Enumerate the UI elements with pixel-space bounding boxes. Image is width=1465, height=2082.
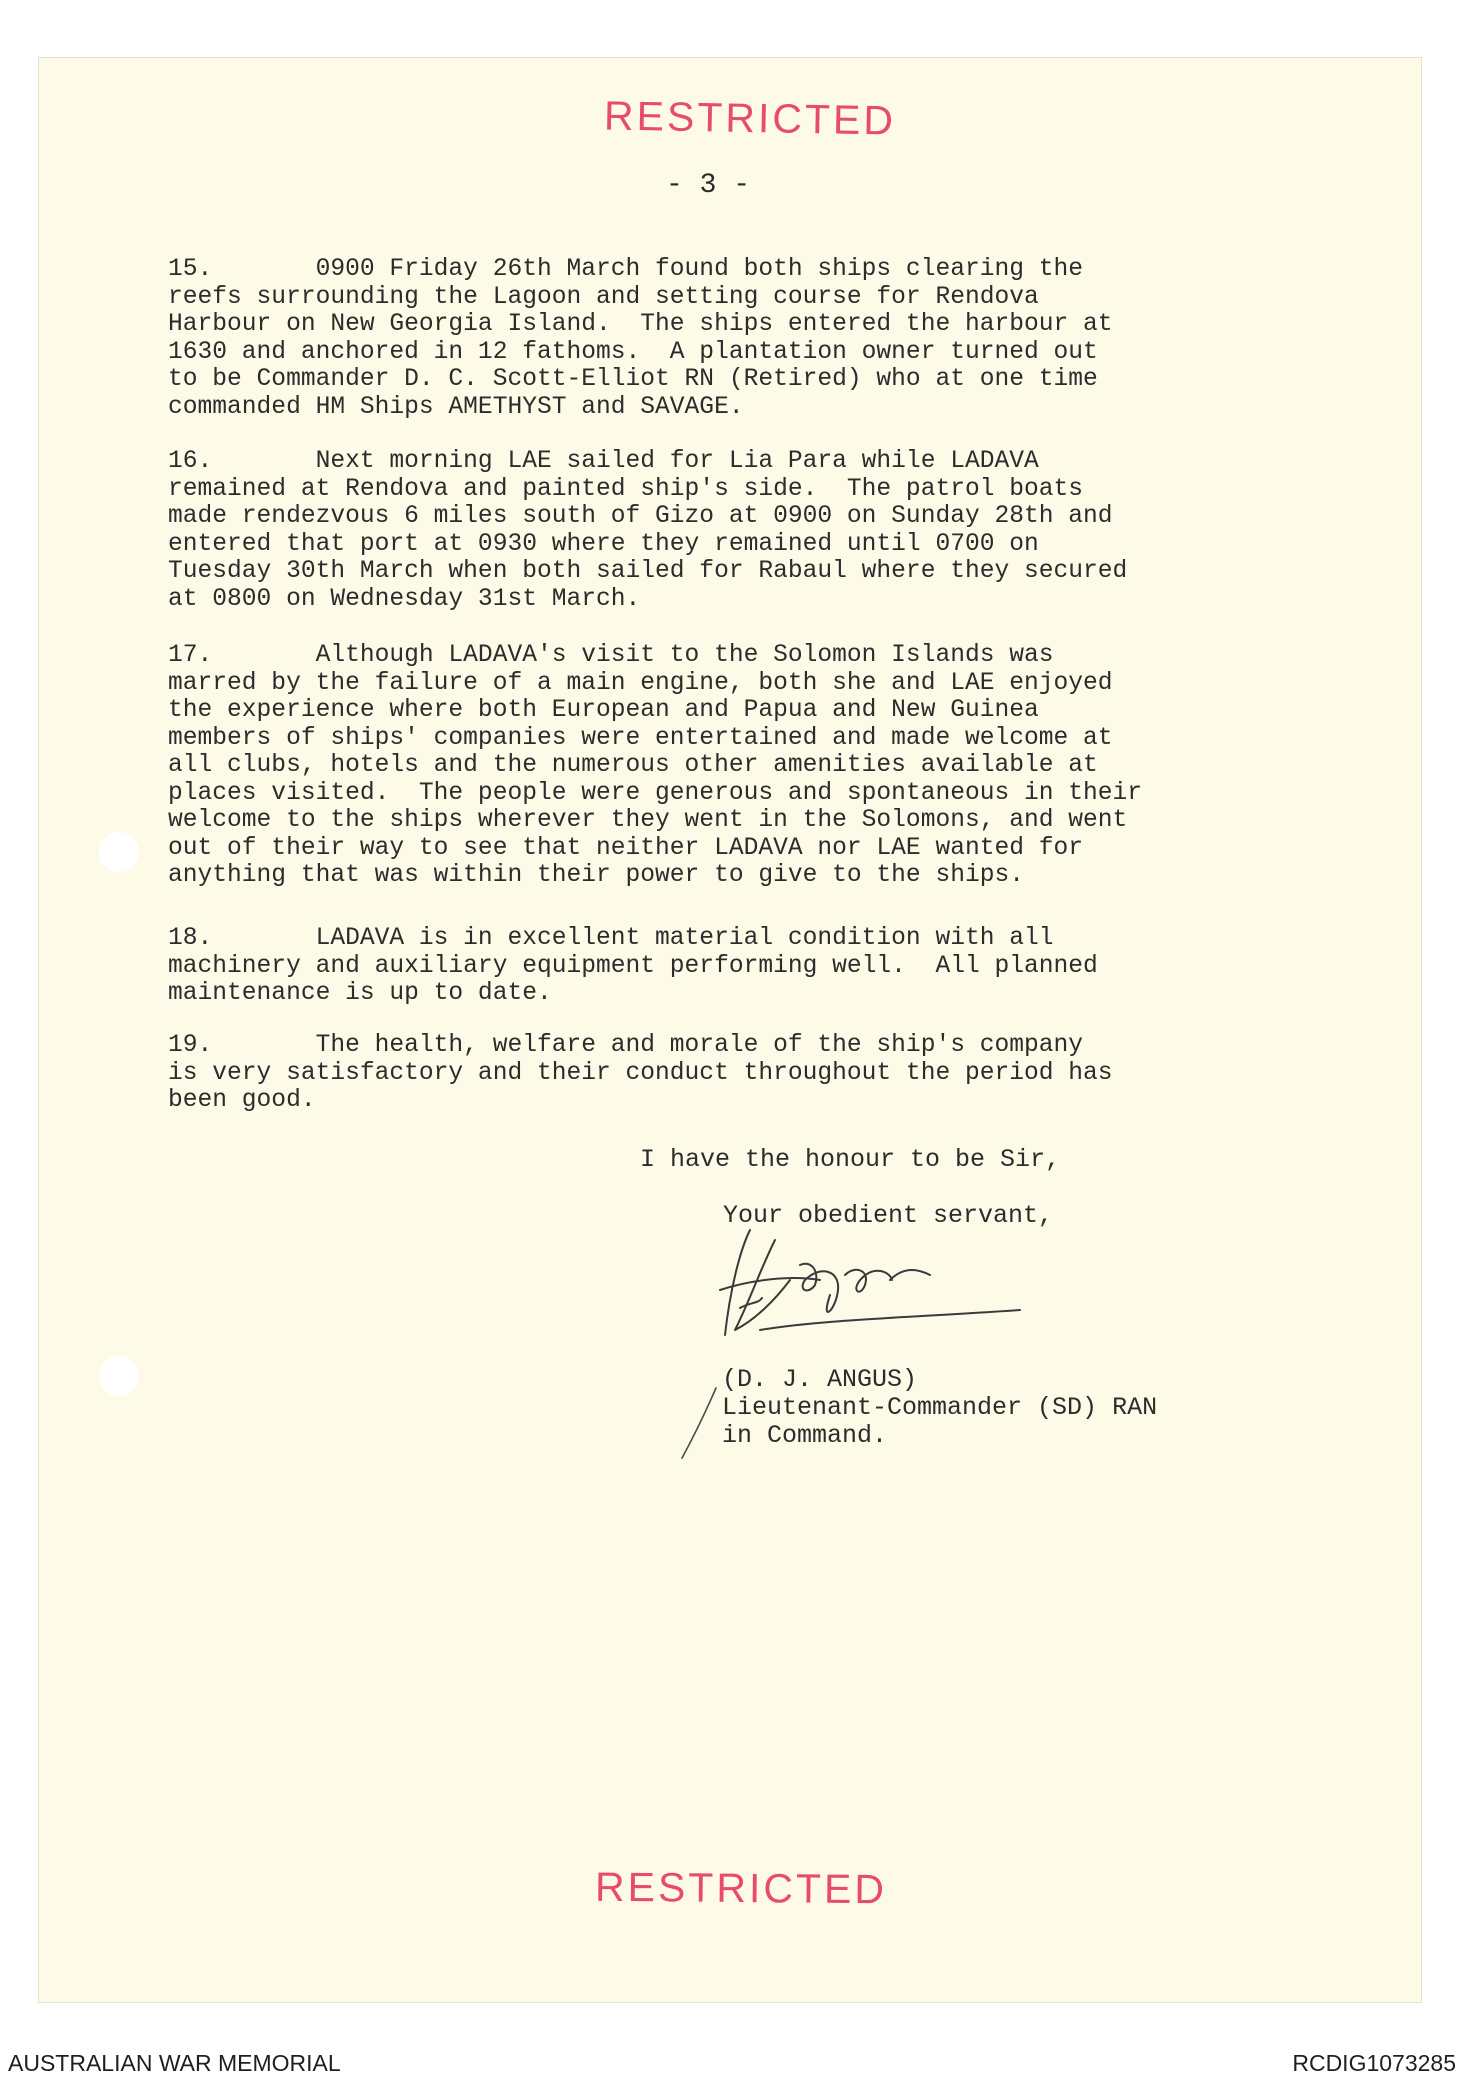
punch-hole (99, 1356, 139, 1396)
restricted-stamp-top: RESTRICTED (603, 92, 897, 144)
paragraph-16: 16. Next morning LAE sailed for Lia Para while LADAVA remained at Rendova and painted ship's side. The patrol boats made rendezvous 6 miles south of Gizo at 0900 on Sunday 28th and entered that port at 0930 where they remained until 0700 on Tuesday 30th March when both sailed for Rabaul where they secured at 0800 on Wednesday 31st March. (168, 448, 1128, 613)
paragraph-19: 19. The health, welfare and morale of the ship's company is very satisfactory and their conduct throughout the period has been good. (168, 1032, 1113, 1114)
closing-servant: Your obedient servant, (723, 1201, 1054, 1230)
closing-salutation: I have the honour to be Sir, (640, 1145, 1061, 1174)
paragraph-17: 17. Although LADAVA's visit to the Solomon Islands was marred by the failure of a main engine, both she and LAE enjoyed the experience where both European and Papua and New Guinea members of ships' companies were entertained and made welcome at all clubs, hotels and the numerous other amenities available at places visited. The people were generous and spontaneous in their welcome to the ships wherever they went in the Solomons, and went out of their way to see that neither LADAVA nor LAE wanted for anything that was within their power to give to the ships. (168, 642, 1143, 889)
footer-archive-name: AUSTRALIAN WAR MEMORIAL (8, 2050, 341, 2076)
punch-hole (99, 832, 139, 872)
page-number: - 3 - (666, 170, 751, 201)
paragraph-15: 15. 0900 Friday 26th March found both ships clearing the reefs surrounding the Lagoon and setting course for Rendova Harbour on New Georgia Island. The ships entered the harbour at 1630 and anchored in 12 fathoms. A plantation owner turned out to be Commander D. C. Scott-Elliot RN (Retired) who at one time commanded HM Ships AMETHYST and SAVAGE. (168, 256, 1113, 421)
paragraph-18: 18. LADAVA is in excellent material condition with all machinery and auxiliary equipment performing well. All planned maintenance is up to date. (168, 925, 1098, 1007)
footer-record-id: RCDIG1073285 (1292, 2050, 1456, 2076)
restricted-stamp-bottom: RESTRICTED (594, 1863, 888, 1913)
handwritten-signature (680, 1220, 1040, 1350)
signature-block: (D. J. ANGUS) Lieutenant-Commander (SD) RAN in Command. (722, 1365, 1158, 1450)
